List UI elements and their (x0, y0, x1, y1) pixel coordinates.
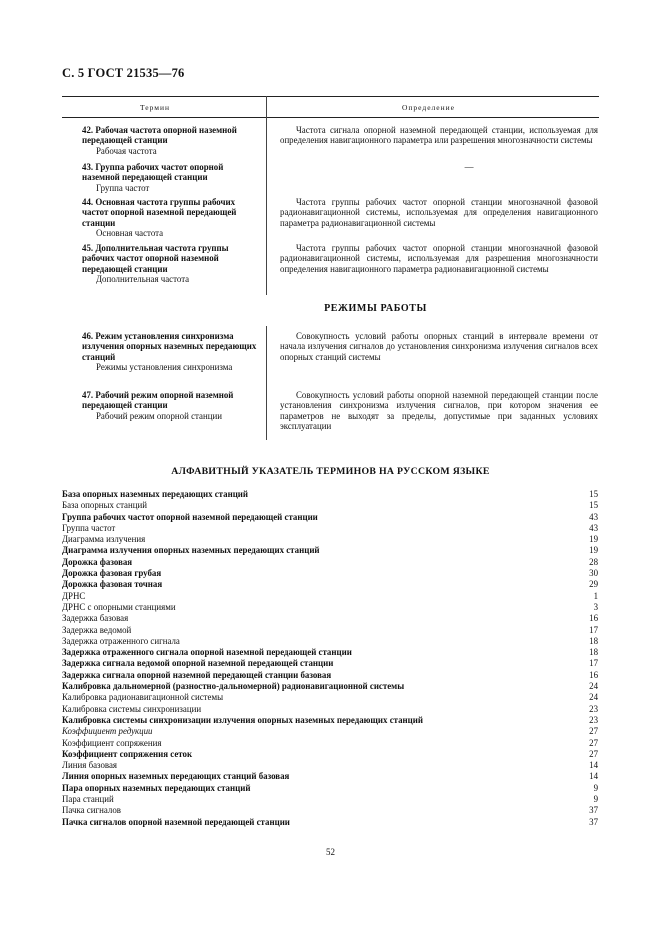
column-divider (266, 96, 267, 295)
index-entry (62, 568, 598, 579)
index-entry (62, 523, 598, 534)
index-entry-term: Диаграмма излучения опорных наземных передающих станций (62, 545, 320, 556)
page-number: 52 (326, 847, 335, 857)
index-entry-term: ДРНС с опорными станциями (62, 601, 176, 612)
index-entry-term: Пара станций (62, 794, 114, 805)
index-entry (62, 771, 598, 782)
index-entry (62, 636, 598, 647)
index-entry-term: Задержка отраженного сигнала (62, 635, 180, 646)
table-top-rule (62, 96, 599, 97)
index-entry-number: 30 (589, 568, 598, 579)
document-header: С. 5 ГОСТ 21535—76 (62, 66, 185, 80)
index-entry (62, 625, 598, 636)
index-entry-term: Задержка сигнала опорной наземной передающей станции базовая (62, 669, 332, 680)
index-entry-term: Задержка отраженного сигнала опорной наземной передающей станции (62, 647, 352, 658)
index-entry-term: ДРНС (62, 590, 86, 601)
index-entry (62, 805, 598, 816)
index-entry (62, 534, 598, 545)
index-entry-term: Задержка сигнала ведомой опорной наземной передающей станции (62, 658, 334, 669)
index-entry (62, 794, 598, 805)
index-entry-number: 15 (589, 500, 598, 511)
index-entry-term: База опорных станций (62, 500, 147, 511)
index-entry (62, 783, 598, 794)
index-entry-term: Линия базовая (62, 760, 118, 771)
index-entry (62, 681, 598, 692)
index-entry (62, 670, 598, 681)
term-45: 45. Дополнительная частота группы рабочих частот опорной наземной передающей станции Дополнительная частота (82, 243, 229, 285)
index-entry (62, 579, 598, 590)
index-entry (62, 602, 598, 613)
index-entry (62, 726, 598, 737)
term-43: 43. Группа рабочих частот опорной наземной передающей станции Группа частот (82, 162, 224, 193)
index-entry-term: Калибровка дальномерной (разностно-дальномерной) радионавигационной системы (62, 681, 405, 692)
definition-43: — (464, 162, 474, 172)
index-entry-term: Группа рабочих частот опорной наземной передающей станции (62, 511, 318, 522)
index-entry-number: 18 (589, 647, 598, 658)
definition-45: Частота группы рабочих частот опорной станции многозначной фазовой радионавигационной системы, используемая для разрешения многозначности определения навигационного параметра радионавигационной системы (280, 243, 598, 274)
term-46: 46. Режим установления синхронизма излучения опорных наземных передающих станций Режимы установления синхронизма (82, 331, 257, 373)
term-42: 42. Рабочая частота опорной наземной передающей станции Рабочая частота (82, 125, 237, 156)
index-entry (62, 500, 598, 511)
index-entry (62, 749, 598, 760)
index-entry-number: 19 (589, 534, 598, 545)
index-entry-number: 23 (589, 714, 598, 725)
index-entry-term: База опорных наземных передающих станций (62, 489, 249, 499)
index-entry-term: Калибровка системы синхронизации излучения опорных наземных передающих станций (62, 714, 423, 725)
index-entry-term: Линия опорных наземных передающих станций базовая (62, 771, 290, 782)
index-entry-number: 43 (589, 522, 598, 533)
index-entry-number: 16 (589, 613, 598, 624)
index-entry (62, 738, 598, 749)
index-list (62, 489, 598, 828)
definition-44: Частота группы рабочих частот опорной станции многозначной фазовой радионавигационной системы, используемая для определения навигационного параметра радионавигационной системы (280, 197, 598, 228)
term-47: 47. Рабочий режим опорной наземной передающей станции Рабочий режим опорной станции (82, 390, 234, 421)
column-header-definition: Определение (402, 103, 455, 112)
table-header-rule (62, 117, 599, 118)
index-entry (62, 704, 598, 715)
index-entry-term: Калибровка радионавигационной системы (62, 692, 224, 703)
index-entry-number: 37 (589, 805, 598, 816)
index-entry (62, 613, 598, 624)
index-entry-number: 14 (589, 771, 598, 782)
section-title: РЕЖИМЫ РАБОТЫ (324, 303, 427, 314)
index-entry-number: 29 (589, 579, 598, 590)
index-entry-number: 14 (589, 760, 598, 771)
index-entry-number: 18 (589, 635, 598, 646)
index-title: АЛФАВИТНЫЙ УКАЗАТЕЛЬ ТЕРМИНОВ НА РУССКОМ ЯЗЫКЕ (171, 466, 490, 477)
index-entry-term: Группа частот (62, 522, 116, 533)
index-entry-number: 23 (589, 703, 598, 714)
index-entry-term: Дорожка фазовая точная (62, 579, 163, 590)
index-entry-number: 27 (589, 737, 598, 748)
index-entry-number: 24 (589, 681, 598, 692)
index-entry-term: Задержка ведомой (62, 624, 132, 635)
index-entry-number: 37 (589, 816, 598, 827)
definition-47: Совокупность условий работы опорной наземной передающей станции после установления синхронизма излучения сигналов, при котором значения ее параметров не выходят за пределы, допустимые при заданных условиях эксплуатации (280, 390, 598, 432)
index-entry-term: Пачка сигналов (62, 805, 121, 816)
column-divider (266, 326, 267, 440)
index-entry-number: 17 (589, 658, 598, 669)
index-entry-term: Коэффициент сопряжения сеток (62, 748, 193, 759)
term-44: 44. Основная частота группы рабочих частот опорной наземной передающей станции Основная частота (82, 197, 237, 239)
index-entry-number: 16 (589, 669, 598, 680)
index-entry (62, 557, 598, 568)
index-entry-number: 28 (589, 556, 598, 567)
index-entry (62, 512, 598, 523)
index-entry-term: Дорожка фазовая (62, 556, 133, 567)
index-entry-number: 9 (593, 782, 598, 793)
index-entry (62, 489, 598, 500)
index-entry (62, 817, 598, 828)
index-entry-number: 27 (589, 726, 598, 737)
index-entry-term: Калибровка системы синхронизации (62, 703, 202, 714)
index-entry-number: 17 (589, 624, 598, 635)
index-entry-number: 3 (593, 601, 598, 612)
index-entry (62, 545, 598, 556)
index-entry (62, 692, 598, 703)
index-entry-number: 27 (589, 748, 598, 759)
index-entry-term: Дорожка фазовая грубая (62, 568, 162, 579)
definition-42: Частота сигнала опорной наземной передающей станции, используемая для определения навигационного параметра или разрешения многозначности системы (280, 125, 598, 146)
index-entry-number: 9 (593, 794, 598, 805)
index-entry-number: 15 (589, 489, 598, 499)
index-entry-number: 24 (589, 692, 598, 703)
index-entry (62, 760, 598, 771)
index-entry (62, 647, 598, 658)
index-entry-term: Пачка сигналов опорной наземной передающей станции (62, 816, 290, 827)
index-entry (62, 715, 598, 726)
index-entry-number: 1 (593, 590, 598, 601)
index-entry-number: 19 (589, 545, 598, 556)
index-entry (62, 591, 598, 602)
definition-46: Совокупность условий работы опорных станций в интервале времени от начала излучения сигналов до установления синхронизма излучения сигналов всех опорных станций системы (280, 331, 598, 362)
column-header-term: Термин (140, 103, 171, 112)
index-entry-term: Коэффициент сопряжения (62, 737, 162, 748)
index-entry (62, 658, 598, 669)
index-entry-number: 43 (589, 511, 598, 522)
index-entry-term: Коэффициент редукции (62, 726, 153, 737)
index-entry-term: Пара опорных наземных передающих станций (62, 782, 251, 793)
index-entry-term: Задержка базовая (62, 613, 129, 624)
index-entry-term: Диаграмма излучения (62, 534, 146, 545)
